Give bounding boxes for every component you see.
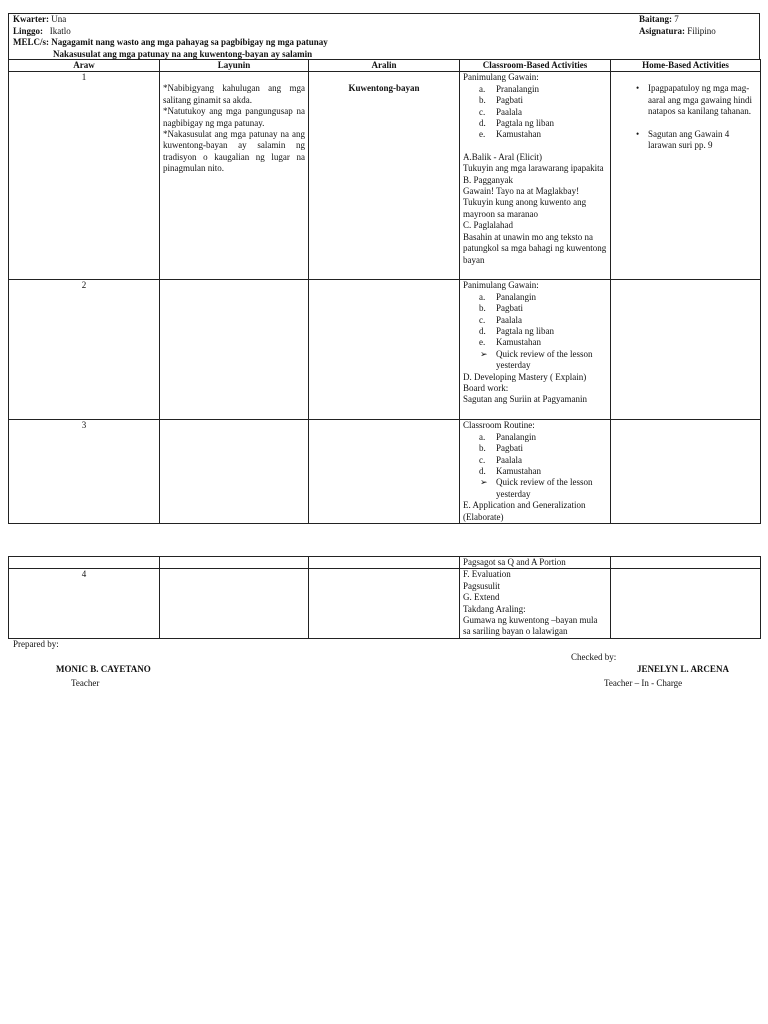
melc-text-1: Nagagamit nang wasto ang mga pahayag sa pagbibigay ng mga patunay <box>51 37 328 47</box>
checked-by-label: Checked by: <box>571 652 617 662</box>
activity-line: F. Evaluation <box>463 569 511 580</box>
activity-line: Board work: <box>463 383 509 394</box>
col-layunin: Layunin <box>160 60 309 72</box>
kwarter-label: Kwarter <box>13 14 46 24</box>
araw-cell: 3 <box>9 420 160 524</box>
classroom-activities-cell <box>460 72 611 280</box>
aralin-title: Kuwentong-bayan <box>348 83 420 94</box>
activity-line: D. Developing Mastery ( Explain) <box>463 371 587 382</box>
activity-line: Tukuyin ang mga larawarang ipapakita <box>463 163 604 174</box>
list-item: d. Pagtala ng liban <box>479 326 554 337</box>
linggo-label: Linggo <box>13 25 41 36</box>
list-item: b. Pagbati <box>479 303 523 314</box>
arrow-bullet-icon: ➢ <box>480 477 488 488</box>
linggo-value: Ikatlo <box>49 25 71 36</box>
activity-line: Gumawa ng kuwentong –bayan mula sa sariling bayan o lalawigan <box>463 615 598 637</box>
baitang-value: 7 <box>674 14 679 24</box>
activity-line: A.Balik - Aral (Elicit) <box>463 151 542 162</box>
melc-label: MELC/s: <box>13 37 49 47</box>
routine-list <box>463 292 607 349</box>
col-aralin: Aralin <box>309 60 460 72</box>
checked-by-role: Teacher – In - Charge <box>604 678 683 688</box>
lesson-plan-table-continued <box>8 556 761 639</box>
table-row-day-4 <box>9 569 761 639</box>
prepared-by-name: MONIC B. CAYETANO <box>56 664 151 674</box>
prepared-by-role: Teacher <box>71 678 100 688</box>
aralin-cell <box>309 569 460 639</box>
list-item: a. Pranalangin <box>479 83 539 94</box>
araw-cell: 2 <box>9 280 160 420</box>
layunin-cell <box>160 569 309 639</box>
layunin-item: *Natutukoy ang mga pangungusap na nagbibigay ng mga patunay. <box>163 106 305 128</box>
table-row-day-2 <box>9 280 761 420</box>
layunin-item: *Nakasusulat ang mga patunay na ang kuwentong-bayan ay salamin ng tradisyon o kaugalian ng lugar na pinagmulan nito. <box>163 129 305 174</box>
classroom-activities-cell <box>460 420 611 524</box>
list-item: c. Paalala <box>479 106 522 117</box>
activity-heading: Panimulang Gawain: <box>463 280 539 291</box>
list-item: d. Pagtala ng liban <box>479 118 554 129</box>
activity-line: Takdang Araling: <box>463 603 526 614</box>
home-activities-list <box>614 83 757 151</box>
bullet-icon: • <box>636 83 640 94</box>
table-row-day-3 <box>9 420 761 524</box>
activity-line: Pagsusulit <box>463 580 501 591</box>
asignatura-line: Asignatura: Filipino <box>639 25 716 36</box>
list-item: • Sagutan ang Gawain 4 larawan suri pp. 9 <box>636 128 730 151</box>
routine-list <box>463 84 607 141</box>
activity-line: Tukuyin kung anong kuwento ang mayroon sa maranao <box>463 197 587 219</box>
lesson-plan-table <box>8 59 761 524</box>
list-item: • Ipagpapatuloy ng mga mag-aaral ang mga gawaing hindi natapos sa kanilang tahanan. <box>636 83 752 117</box>
list-item: a. Panalangin <box>479 431 536 442</box>
header-block <box>8 13 760 59</box>
table-header-row <box>9 60 761 72</box>
asignatura-value: Filipino <box>687 25 716 36</box>
review-list <box>463 477 607 500</box>
baitang-label: Baitang <box>639 14 670 24</box>
activity-line: Sagutan ang Suriin at Pagyamanin <box>463 394 587 405</box>
col-araw: Araw <box>9 60 160 72</box>
list-item: e. Kamustahan <box>479 337 541 348</box>
arrow-bullet-icon: ➢ <box>480 348 488 359</box>
home-activities-cell <box>611 420 761 524</box>
aralin-cell <box>309 280 460 420</box>
list-item: c. Paalala <box>479 454 522 465</box>
review-list <box>463 349 607 372</box>
araw-cell: 4 <box>9 569 160 639</box>
baitang-line: Baitang: 7 <box>639 14 679 24</box>
asignatura-label: Asignatura <box>639 25 683 36</box>
checked-by-name: JENELYN L. ARCENA <box>637 664 729 674</box>
activity-line: B. Pagganyak <box>463 174 513 185</box>
prepared-by-label: Prepared by: <box>13 639 59 649</box>
routine-list <box>463 432 607 478</box>
kwarter-value: Una <box>51 14 67 24</box>
layunin-cell <box>160 280 309 420</box>
melc-line-1 <box>13 37 328 49</box>
col-classroom-activities: Classroom-Based Activities <box>460 60 611 72</box>
classroom-activities-cell <box>460 569 611 639</box>
list-item: c. Paalala <box>479 314 522 325</box>
activity-heading: Panimulang Gawain: <box>463 72 539 83</box>
activity-heading: Classroom Routine: <box>463 420 535 431</box>
home-activities-cell <box>611 569 761 639</box>
classroom-activities-cell <box>460 280 611 420</box>
activity-line: G. Extend <box>463 592 500 603</box>
list-item: ➢ Quick review of the lesson yesterday <box>480 477 593 499</box>
activity-line: Pagsagot sa Q and A Portion <box>460 557 611 569</box>
layunin-cell <box>160 72 309 280</box>
table-row-continued <box>9 557 761 569</box>
col-home-activities: Home-Based Activities <box>611 60 761 72</box>
araw-cell: 1 <box>9 72 160 280</box>
bullet-icon: • <box>636 128 640 139</box>
layunin-item: *Nabibigyang kahulugan ang mga salitang ginamit sa akda. <box>163 83 305 105</box>
activity-line: C. Paglalahad <box>463 220 513 231</box>
list-item: d. Kamustahan <box>479 466 541 477</box>
activity-line: E. Application and Generalization (Elaborate) <box>463 500 586 522</box>
table-row-day-1 <box>9 72 761 280</box>
linggo-line: Linggo: Ikatlo <box>13 25 71 36</box>
activity-line: Basahin at unawin mo ang teksto na patungkol sa mga bahagi ng kuwentong bayan <box>463 231 607 265</box>
home-activities-cell <box>611 72 761 280</box>
list-item: b. Pagbati <box>479 95 523 106</box>
aralin-cell <box>309 420 460 524</box>
list-item: a. Panalangin <box>479 291 536 302</box>
list-item: b. Pagbati <box>479 443 523 454</box>
home-activities-cell <box>611 280 761 420</box>
melc-text-2: Nakasusulat ang mga patunay na ang kuwentong-bayan ay salamin <box>53 48 313 59</box>
activity-line: Gawain! Tayo na at Maglakbay! <box>463 186 580 197</box>
kwarter-line: Kwarter: Una <box>13 14 67 24</box>
list-item: ➢ Quick review of the lesson yesterday <box>480 348 593 371</box>
aralin-cell <box>309 72 460 280</box>
layunin-cell <box>160 420 309 524</box>
list-item: e. Kamustahan <box>479 129 541 140</box>
